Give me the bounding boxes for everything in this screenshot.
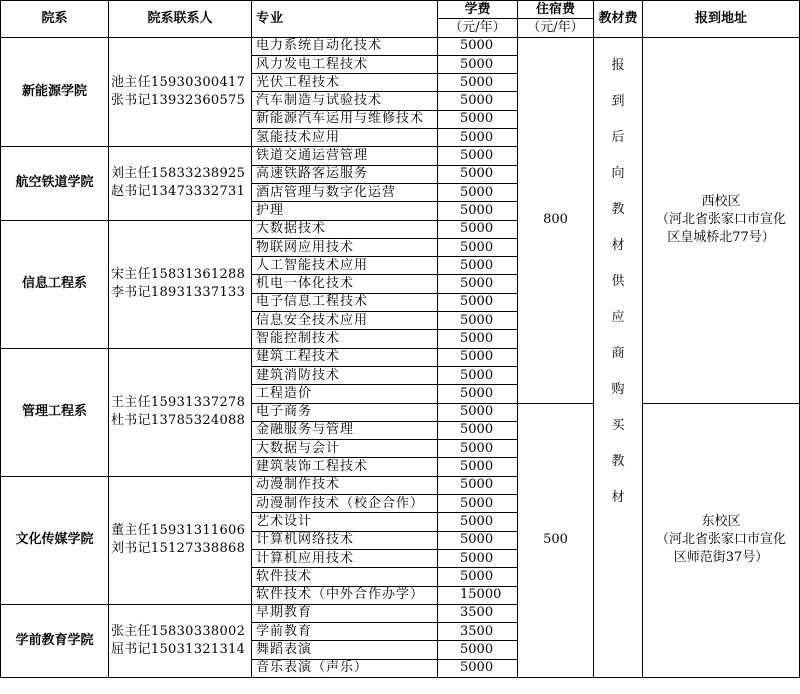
tuition-fee: 3500 [438, 623, 518, 641]
tuition-fee: 15000 [438, 586, 518, 604]
tuition-fee: 5000 [438, 55, 518, 73]
books-note-char: 应 [611, 309, 625, 325]
major-name: 大数据与会计 [252, 440, 438, 458]
header-dorm: 住宿费 [518, 1, 594, 19]
dept-contacts [109, 476, 252, 604]
books-note-char: 报 [611, 57, 625, 73]
tuition-fee: 5000 [438, 147, 518, 165]
major-name: 建筑装饰工程技术 [252, 458, 438, 476]
books-note-char: 商 [611, 345, 625, 361]
dept-name: 学前教育学院 [1, 604, 109, 677]
contact-secondary: 李书记18931337133 [111, 285, 246, 301]
campus-west-name: 西校区 [701, 194, 741, 210]
major-name: 汽车制造与试验技术 [252, 92, 438, 110]
tuition-fee: 5000 [438, 202, 518, 220]
major-name: 大数据技术 [252, 220, 438, 238]
major-name: 舞蹈表演 [252, 641, 438, 659]
header-tuition: 学费 [438, 1, 518, 19]
tuition-fee: 5000 [438, 110, 518, 128]
major-name: 铁道交通运营管理 [252, 147, 438, 165]
dept-contacts [109, 147, 252, 220]
contact-primary: 董主任15931311606 [111, 523, 246, 539]
major-name: 工程造价 [252, 385, 438, 403]
dept-name: 航空铁道学院 [1, 147, 109, 220]
tuition-fee: 5000 [438, 257, 518, 275]
contact-primary: 王主任15931337278 [111, 395, 246, 411]
tuition-fee: 5000 [438, 129, 518, 147]
dept-contacts [109, 37, 252, 147]
tuition-fee: 5000 [438, 220, 518, 238]
header-dorm-unit: （元/年） [518, 19, 594, 37]
major-name: 早期教育 [252, 604, 438, 622]
major-name: 机电一体化技术 [252, 275, 438, 293]
table-row [1, 37, 800, 55]
major-name: 护理 [252, 202, 438, 220]
major-name: 音乐表演（声乐） [252, 659, 438, 677]
major-name: 人工智能技术应用 [252, 257, 438, 275]
major-name: 艺术设计 [252, 513, 438, 531]
major-name: 建筑工程技术 [252, 348, 438, 366]
campus-west-address: （河北省张家口市宣化区皇城桥北77号） [655, 212, 786, 246]
tuition-fee: 5000 [438, 385, 518, 403]
major-name: 新能源汽车运用与维修技术 [252, 110, 438, 128]
tuition-fee: 5000 [438, 37, 518, 55]
tuition-fee: 5000 [438, 74, 518, 92]
major-name: 建筑消防技术 [252, 366, 438, 384]
dept-name: 信息工程系 [1, 220, 109, 348]
tuition-fee: 5000 [438, 238, 518, 256]
tuition-fee: 5000 [438, 476, 518, 494]
major-name: 计算机应用技术 [252, 549, 438, 567]
campus-east-address: （河北省张家口市宣化区师范街37号） [655, 532, 786, 566]
tuition-fee: 5000 [438, 421, 518, 439]
header-contact: 院系联系人 [109, 1, 252, 38]
major-name: 动漫制作技术（校企合作） [252, 495, 438, 513]
books-note-char: 材 [611, 489, 625, 505]
major-name: 电子信息工程技术 [252, 293, 438, 311]
contact-primary: 张主任15830338002 [111, 623, 246, 639]
tuition-fee: 5000 [438, 312, 518, 330]
table-body [1, 1, 800, 678]
dept-name: 新能源学院 [1, 37, 109, 147]
tuition-fee: 5000 [438, 495, 518, 513]
header-address: 报到地址 [643, 1, 800, 38]
major-name: 信息安全技术应用 [252, 312, 438, 330]
tuition-fee: 5000 [438, 568, 518, 586]
contact-secondary: 张书记13932360575 [111, 92, 246, 108]
books-note-char: 供 [611, 273, 625, 289]
tuition-fee: 5000 [438, 403, 518, 421]
books-note-char: 到 [611, 93, 625, 109]
major-name: 智能控制技术 [252, 330, 438, 348]
tuition-fee: 5000 [438, 165, 518, 183]
tuition-fee: 5000 [438, 330, 518, 348]
address-west [643, 37, 800, 403]
books-note-char: 买 [611, 417, 625, 433]
tuition-fee: 5000 [438, 659, 518, 677]
major-name: 氢能技术应用 [252, 129, 438, 147]
contact-secondary: 屈书记15031321314 [111, 641, 246, 657]
books-note-char: 向 [611, 165, 625, 181]
books-note-char: 教 [611, 201, 625, 217]
major-name: 酒店管理与数字化运营 [252, 183, 438, 201]
books-note-char: 教 [611, 453, 625, 469]
major-name: 电子商务 [252, 403, 438, 421]
tuition-fee: 5000 [438, 641, 518, 659]
tuition-fee: 5000 [438, 348, 518, 366]
dept-contacts [109, 348, 252, 476]
dept-contacts [109, 604, 252, 677]
header-row [1, 1, 800, 19]
major-name: 高速铁路客运服务 [252, 165, 438, 183]
major-name: 物联网应用技术 [252, 238, 438, 256]
contact-primary: 刘主任15833238925 [111, 166, 246, 182]
books-fee-note [594, 37, 643, 677]
tuition-fee: 5000 [438, 183, 518, 201]
major-name: 软件技术（中外合作办学） [252, 586, 438, 604]
tuition-fee: 5000 [438, 293, 518, 311]
header-tuition-unit: （元/年） [438, 19, 518, 37]
major-name: 学前教育 [252, 623, 438, 641]
dept-name: 文化传媒学院 [1, 476, 109, 604]
tuition-fee: 3500 [438, 604, 518, 622]
contact-secondary: 赵书记13473332731 [111, 184, 246, 200]
major-name: 光伏工程技术 [252, 74, 438, 92]
books-note-char: 购 [611, 381, 625, 397]
major-name: 动漫制作技术 [252, 476, 438, 494]
tuition-fee: 5000 [438, 275, 518, 293]
dept-name: 管理工程系 [1, 348, 109, 476]
dorm-fee-west: 800 [518, 37, 594, 403]
dorm-fee-east: 500 [518, 403, 594, 677]
header-dept: 院系 [1, 1, 109, 38]
contact-primary: 宋主任15831361288 [111, 267, 246, 283]
major-name: 金融服务与管理 [252, 421, 438, 439]
tuition-fee: 5000 [438, 92, 518, 110]
tuition-fee: 5000 [438, 549, 518, 567]
tuition-fee: 5000 [438, 366, 518, 384]
major-name: 计算机网络技术 [252, 531, 438, 549]
address-east [643, 403, 800, 677]
major-name: 软件技术 [252, 568, 438, 586]
books-note-char: 后 [611, 129, 625, 145]
tuition-fee: 5000 [438, 440, 518, 458]
tuition-fee: 5000 [438, 531, 518, 549]
major-name: 电力系统自动化技术 [252, 37, 438, 55]
tuition-fee: 5000 [438, 458, 518, 476]
books-note-char: 材 [611, 237, 625, 253]
header-major: 专业 [252, 1, 438, 38]
tuition-fee: 5000 [438, 513, 518, 531]
dept-contacts [109, 220, 252, 348]
header-books: 教材费 [594, 1, 643, 38]
contact-secondary: 杜书记13785324088 [111, 413, 246, 429]
contact-secondary: 刘书记15127338868 [111, 541, 246, 557]
major-name: 风力发电工程技术 [252, 55, 438, 73]
contact-primary: 池主任15930300417 [111, 74, 246, 90]
campus-east-name: 东校区 [701, 514, 741, 530]
